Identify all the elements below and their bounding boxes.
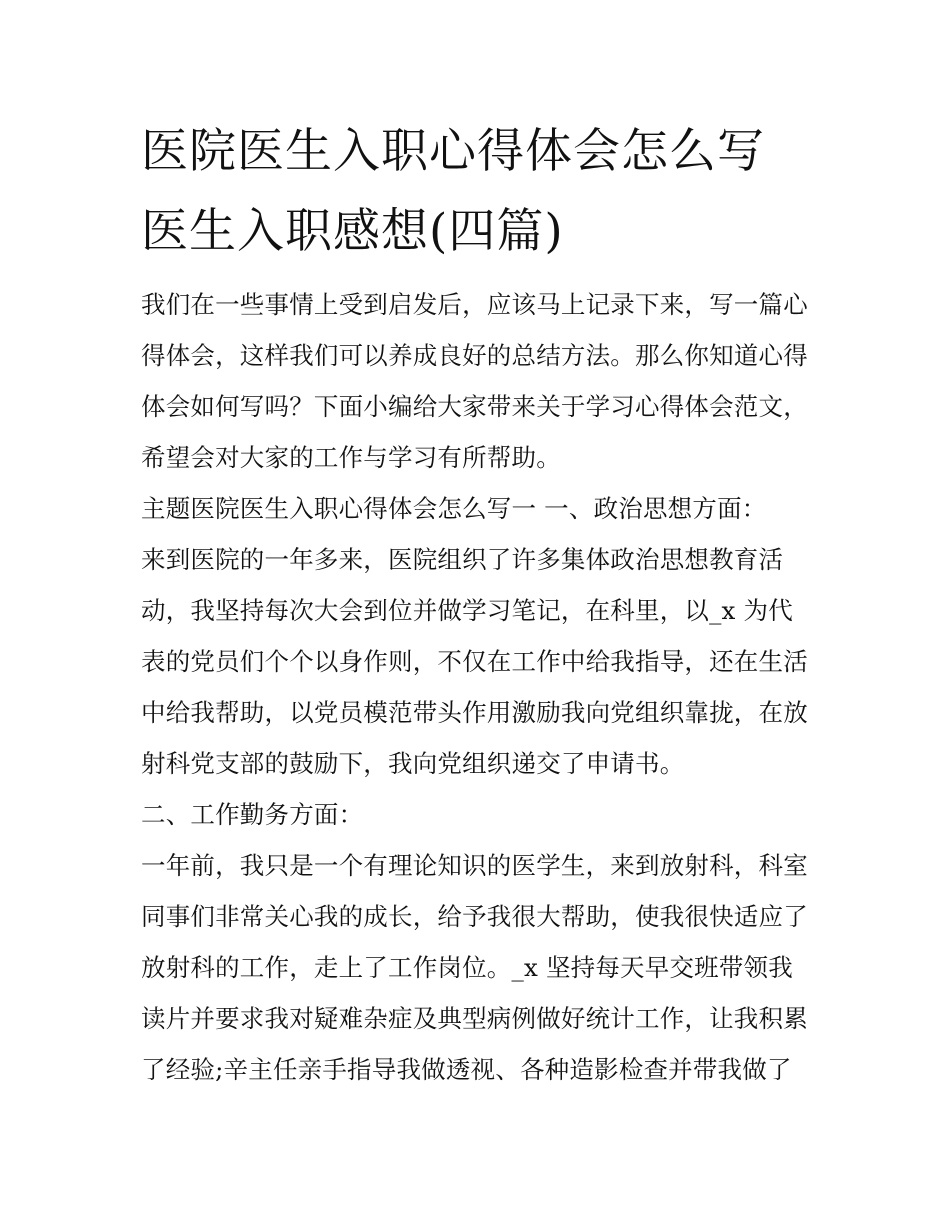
body-line: 同事们非常关心我的成长，给予我很大帮助，使我很快适应了 <box>141 902 808 931</box>
body-line: 我们在一些事情上受到启发后，应该马上记录下来，写一篇心 <box>141 290 808 319</box>
section-heading-line: 主题医院医生入职心得体会怎么写一 一、政治思想方面： <box>141 494 767 523</box>
document-title <box>141 112 841 272</box>
body-line: 读片并要求我对疑难杂症及典型病例做好统计工作，让我积累 <box>141 1004 808 1033</box>
body-line: 体会如何写吗？下面小编给大家带来关于学习心得体会范文， <box>141 392 808 421</box>
title-line-1: 医院医生入职心得体会怎么写 <box>141 124 765 179</box>
title-line-2: 医生入职感想(四篇) <box>141 204 564 259</box>
body-line: 放射科的工作，走上了工作岗位。_x 坚持每天早交班带领我 <box>141 953 793 982</box>
body-line: 得体会，这样我们可以养成良好的总结方法。那么你知道心得 <box>141 341 808 370</box>
body-line: 射科党支部的鼓励下，我向党组织递交了申请书。 <box>141 749 685 778</box>
section-heading-line: 二、工作勤务方面： <box>141 800 364 829</box>
body-line: 了经验;辛主任亲手指导我做透视、各种造影检查并带我做了 <box>141 1055 792 1084</box>
document-body <box>141 279 831 1095</box>
body-line: 希望会对大家的工作与学习有所帮助。 <box>141 443 561 472</box>
body-line: 来到医院的一年多来，医院组织了许多集体政治思想教育活 <box>141 545 784 574</box>
body-line: 一年前，我只是一个有理论知识的医学生，来到放射科，科室 <box>141 851 808 880</box>
body-line: 动，我坚持每次大会到位并做学习笔记，在科里，以_x 为代 <box>141 596 793 625</box>
body-line: 表的党员们个个以身作则，不仅在工作中给我指导，还在生活 <box>141 647 808 676</box>
body-line: 中给我帮助，以党员模范带头作用激励我向党组织靠拢，在放 <box>141 698 808 727</box>
